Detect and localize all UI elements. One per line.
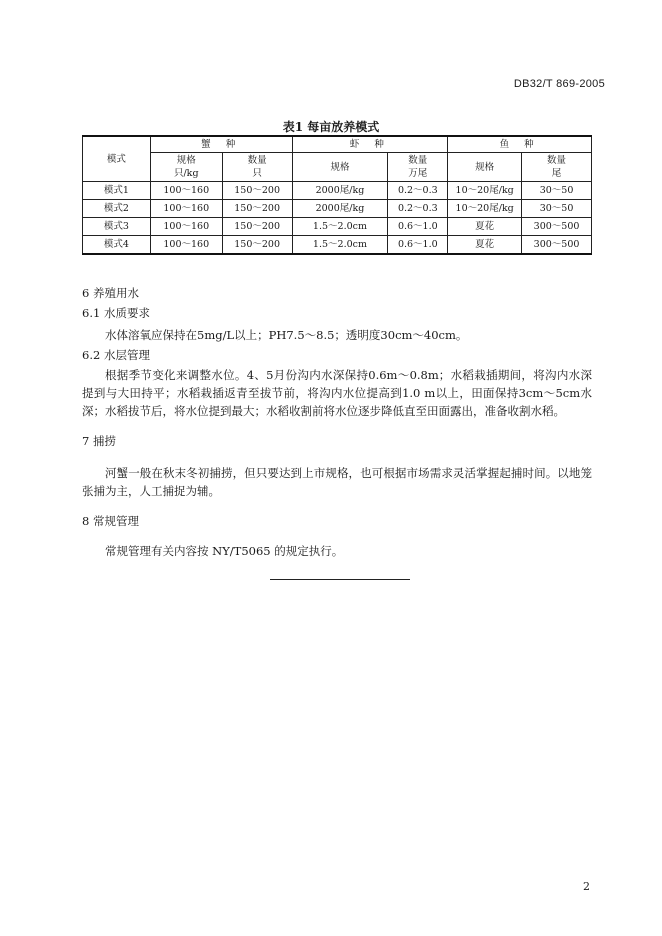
cell-crab-spec: 100～160	[150, 236, 222, 255]
section-6-1-heading: 6.1 水质要求	[82, 306, 150, 320]
cell-shrimp-spec: 2000尾/kg	[292, 182, 388, 200]
cell-mode: 模式3	[83, 218, 151, 236]
section-6-1-text: 水体溶氧应保持在5mg/L以上；PH7.5～8.5；透明度30cm～40cm。	[105, 328, 468, 342]
header-fish-qty: 数量 尾	[522, 153, 592, 182]
cell-shrimp-spec: 1.5～2.0cm	[292, 236, 388, 255]
stocking-table	[82, 135, 592, 255]
section-7-heading: 7 捕捞	[82, 434, 116, 448]
header-shrimp-spec: 规格	[292, 153, 388, 182]
standard-code: DB32/T 869-2005	[513, 78, 605, 90]
cell-shrimp-spec: 2000尾/kg	[292, 200, 388, 218]
table-row	[83, 236, 592, 255]
section-6-heading: 6 养殖用水	[82, 286, 139, 300]
cell-crab-qty: 150～200	[222, 182, 292, 200]
cell-crab-qty: 150～200	[222, 200, 292, 218]
cell-shrimp-spec: 1.5～2.0cm	[292, 218, 388, 236]
cell-shrimp-qty: 0.6～1.0	[388, 236, 448, 255]
cell-shrimp-qty: 0.6～1.0	[388, 218, 448, 236]
cell-mode: 模式4	[83, 236, 151, 255]
cell-fish-spec: 夏花	[448, 236, 522, 255]
cell-fish-qty: 30～50	[522, 200, 592, 218]
header-crab-spec: 规格 只/kg	[150, 153, 222, 182]
cell-fish-qty: 300～500	[522, 236, 592, 255]
cell-mode: 模式2	[83, 200, 151, 218]
cell-fish-spec: 10～20尾/kg	[448, 200, 522, 218]
table-row	[83, 200, 592, 218]
header-shrimp-qty: 数量 万尾	[388, 153, 448, 182]
table-row	[83, 182, 592, 200]
section-8-text: 常规管理有关内容按 NY/T5065 的规定执行。	[105, 544, 344, 558]
section-6-2-heading: 6.2 水层管理	[82, 348, 150, 362]
cell-crab-qty: 150～200	[222, 218, 292, 236]
cell-fish-qty: 30～50	[522, 182, 592, 200]
section-8-heading: 8 常规管理	[82, 514, 139, 528]
section-7-text: 河蟹一般在秋末冬初捕捞，但只要达到上市规格，也可根据市场需求灵活掌握起捕时间。以地笼张捕为主，人工捕捉为辅。	[82, 466, 592, 498]
cell-crab-qty: 150～200	[222, 236, 292, 255]
header-crab: 蟹 种	[150, 136, 292, 153]
header-mode: 模式	[83, 136, 151, 182]
section-6-2-text: 根据季节变化来调整水位。4、5月份沟内水深保持0.6m～0.8m；水稻栽插期间，将沟内水深提到与大田持平；水稻栽插返青至拔节前，将沟内水位提高到1.0 m以上，田面保持3cm～5cm水深；水稻拔节后，将水位提到最大；水稻收割前将水位逐步降低直至田面露出，准备收割水稻。	[82, 368, 592, 418]
table-title: 表1 每亩放养模式	[282, 120, 380, 134]
table-row	[83, 218, 592, 236]
header-fish-spec: 规格	[448, 153, 522, 182]
cell-crab-spec: 100～160	[150, 182, 222, 200]
header-shrimp: 虾 种	[292, 136, 448, 153]
cell-shrimp-qty: 0.2～0.3	[388, 182, 448, 200]
cell-crab-spec: 100～160	[150, 218, 222, 236]
cell-fish-spec: 夏花	[448, 218, 522, 236]
page-number: 2	[583, 880, 590, 893]
cell-fish-qty: 300～500	[522, 218, 592, 236]
cell-crab-spec: 100～160	[150, 200, 222, 218]
cell-shrimp-qty: 0.2～0.3	[388, 200, 448, 218]
cell-mode: 模式1	[83, 182, 151, 200]
header-fish: 鱼 种	[448, 136, 592, 153]
cell-fish-spec: 10～20尾/kg	[448, 182, 522, 200]
end-rule	[270, 579, 410, 580]
header-crab-qty: 数量 只	[222, 153, 292, 182]
